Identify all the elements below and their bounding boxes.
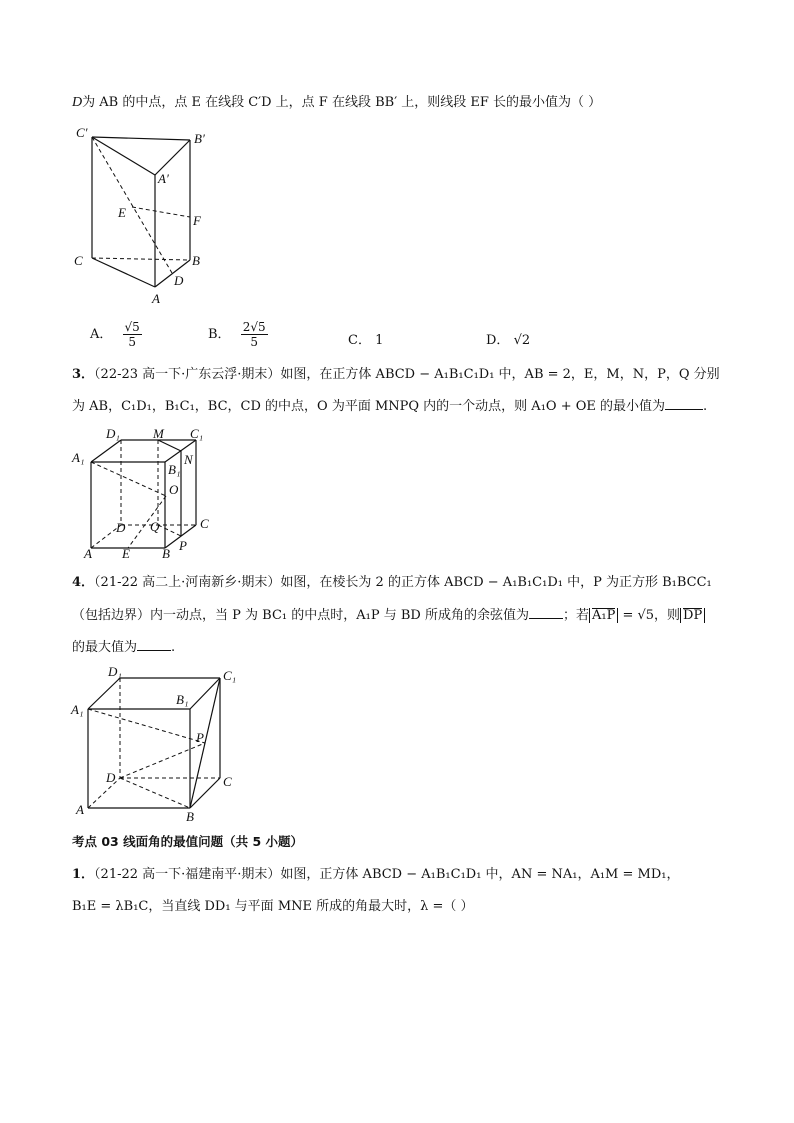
q4-period: . xyxy=(171,640,176,655)
s3q1-source: （21-22 高一下·福建南平·期末） xyxy=(94,867,281,882)
option-label: C． xyxy=(348,333,371,348)
denominator: 5 xyxy=(128,335,136,349)
q3-label-a: A xyxy=(84,546,92,561)
section-heading: 考点 03 线面角的最值问题（共 5 小题） xyxy=(72,834,304,849)
q3-label-e: E xyxy=(122,546,130,561)
q2-label-c: C xyxy=(74,253,83,268)
q2-option-a[interactable] xyxy=(90,320,142,349)
answer-blank[interactable] xyxy=(137,638,171,651)
q2-label-f: F xyxy=(193,213,201,228)
s3q1-line2 xyxy=(72,898,474,916)
q4-label-c1: C₁ xyxy=(223,668,237,683)
q4-label-d: D xyxy=(106,770,116,785)
q4-label-c: C xyxy=(223,774,232,789)
q4-line1 xyxy=(72,574,712,592)
q3-label-b: B xyxy=(162,546,170,561)
q3-text-1: 如图，在正方体 ABCD − A₁B₁C₁D₁ 中，AB = 2，E，M，N，P，Q 分别 xyxy=(280,367,720,382)
q4-text-1: 如图，在棱长为 2 的正方体 ABCD − A₁B₁C₁D₁ 中，P 为正方形 B₁BCC₁ xyxy=(280,575,712,590)
answer-blank[interactable] xyxy=(665,397,703,410)
q4-text-2b: ；若 xyxy=(562,608,589,623)
option-label: A． xyxy=(90,327,113,342)
q3-label-d1: D₁ xyxy=(106,426,120,441)
q2-label-a: A xyxy=(152,291,160,306)
q3-cube-figure xyxy=(66,424,216,562)
q3-label-c1: C₁ xyxy=(190,426,204,441)
s3q1-number: 1． xyxy=(72,867,95,882)
numerator: √5 xyxy=(124,320,140,334)
q3-text-2: 为 AB，C₁D₁，B₁C₁，BC，CD 的中点，O 为平面 MNPQ 内的一个动点，则 A₁O + OE 的最小值为 xyxy=(72,399,666,414)
option-label: B． xyxy=(208,327,231,342)
q4-label-b: B xyxy=(186,809,194,824)
q2-option-b[interactable] xyxy=(208,320,268,349)
q4-number: 4． xyxy=(72,575,95,590)
q3-number: 3． xyxy=(72,367,95,382)
q3-line2 xyxy=(72,397,707,416)
s3q1-text-2: B₁E = λB₁C，当直线 DD₁ 与平面 MNE 所成的角最大时，λ =（ ） xyxy=(72,899,474,914)
q2-lead: D xyxy=(72,95,83,110)
q3-label-p: P xyxy=(179,538,187,553)
q3-label-d: D xyxy=(116,520,126,535)
q4-label-p: P xyxy=(196,730,204,745)
q3-line1 xyxy=(72,366,720,384)
q4-text-3: 的最大值为 xyxy=(72,640,138,655)
s3q1-text-1: 如图，正方体 ABCD − A₁B₁C₁D₁ 中，AN = NA₁，A₁M = MD₁， xyxy=(280,867,680,882)
numerator: 2√5 xyxy=(242,320,266,334)
q4-label-a1: A₁ xyxy=(71,702,84,717)
q3-label-m: M xyxy=(153,426,164,441)
answer-blank[interactable] xyxy=(529,606,563,619)
fraction xyxy=(123,320,142,349)
q4-label-a: A xyxy=(76,802,84,817)
option-label: D． xyxy=(486,333,510,348)
q2-option-d[interactable] xyxy=(486,329,530,348)
option-value: 1 xyxy=(375,333,384,348)
q4-text-2a: （包括边界）内一动点，当 P 为 BC₁ 的中点时，A₁P 与 BD 所成角的余弦值为 xyxy=(72,608,529,623)
q3-label-b1: B₁ xyxy=(168,462,181,477)
q3-label-n: N xyxy=(184,452,193,467)
q2-label-d: D xyxy=(174,273,184,288)
q4-line2 xyxy=(72,606,705,625)
q2-stem-text: 为 AB 的中点，点 E 在线段 C′D 上，点 F 在线段 BB′ 上，则线段 EF 长的最小值为（ ） xyxy=(82,95,602,110)
vector-dp: DP xyxy=(683,608,703,623)
q2-stem xyxy=(72,94,601,112)
q2-prism-figure xyxy=(70,125,220,310)
abs-vector-dp xyxy=(680,608,705,623)
q2-label-c-prime: C′ xyxy=(76,125,88,140)
denominator: 5 xyxy=(250,335,258,349)
q4-cube-figure xyxy=(68,664,248,824)
q4-source: （21-22 高二上·河南新乡·期末） xyxy=(94,575,281,590)
abs-vector-a1p xyxy=(589,608,618,623)
q2-label-b-prime: B′ xyxy=(194,131,205,146)
q3-period: . xyxy=(703,399,708,414)
q3-label-a1: A₁ xyxy=(72,450,85,465)
s3q1-line1 xyxy=(72,866,679,884)
q2-label-b: B xyxy=(192,253,200,268)
q4-line3 xyxy=(72,638,175,657)
option-value: √2 xyxy=(513,333,531,348)
q3-label-q: Q xyxy=(150,519,160,534)
vector-a1p: A₁P xyxy=(591,608,616,623)
q2-label-a-prime: A′ xyxy=(158,171,169,186)
q2-option-c[interactable] xyxy=(348,329,383,348)
q3-source: （22-23 高一下·广东云浮·期末） xyxy=(94,367,281,382)
q3-label-c: C xyxy=(200,516,209,531)
q3-label-o: O xyxy=(169,482,179,497)
fraction xyxy=(241,320,268,349)
q2-options xyxy=(90,320,730,354)
q4-text-2d: = √5，则 xyxy=(618,608,681,623)
q4-label-b1: B₁ xyxy=(176,692,189,707)
q2-label-e: E xyxy=(118,205,126,220)
q4-label-d1: D₁ xyxy=(108,664,122,679)
